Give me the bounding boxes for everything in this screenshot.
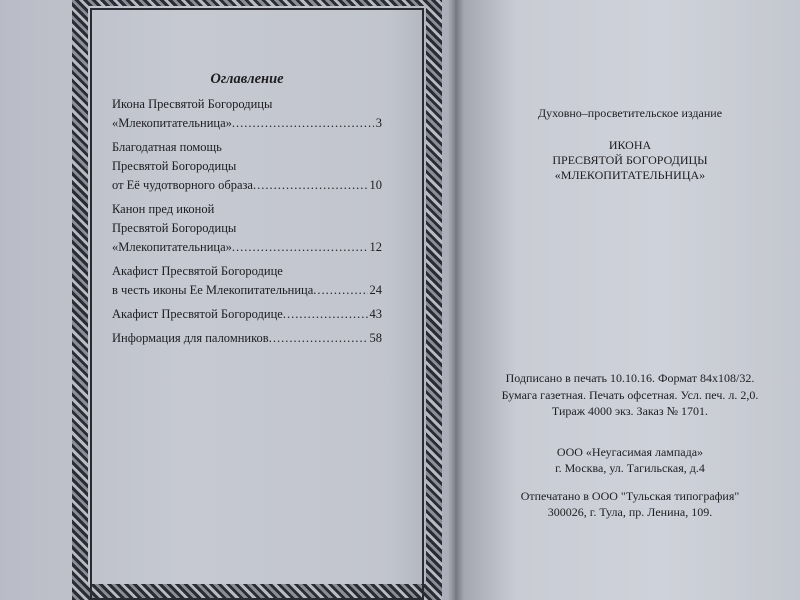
publisher-line: г. Москва, ул. Тагильская, д.4 [555, 461, 705, 475]
toc-page-number: 43 [369, 307, 382, 321]
toc-entry-last-line [112, 238, 382, 257]
table-of-contents [112, 70, 382, 353]
dot-leader [283, 305, 368, 324]
toc-entry-line: Акафист Пресвятой Богородице [112, 264, 283, 278]
dot-leader [232, 114, 374, 133]
toc-entry-text: Информация для паломников [112, 331, 269, 345]
publisher-line: ООО «Неугасимая лампада» [556, 445, 704, 459]
edition-label: Духовно–просветительское издание [537, 106, 723, 120]
toc-page-number: 58 [369, 331, 382, 345]
book-title [470, 138, 790, 183]
imprint-line: Тираж 4000 экз. Заказ № 1701. [551, 404, 709, 418]
toc-entry [112, 329, 382, 348]
printer-line: Отпечатано в ООО "Тульская типография" [520, 489, 740, 503]
toc-entry-line: Канон пред иконой [112, 202, 215, 216]
dot-leader [232, 238, 368, 257]
toc-entry-text: «Млекопитательница» [112, 240, 232, 254]
toc-page-number: 10 [369, 178, 382, 192]
dot-leader [269, 329, 368, 348]
toc-entry [112, 138, 382, 195]
imprint-line: Бумага газетная. Печать офсетная. Усл. печ. л. 2,0. [501, 387, 759, 402]
toc-entry [112, 95, 382, 133]
book-gutter [448, 0, 464, 600]
toc-page-number: 3 [375, 116, 382, 130]
toc-page-number: 12 [369, 240, 382, 254]
toc-entry-text: Акафист Пресвятой Богородице [112, 307, 283, 321]
toc-entry-line: Благодатная помощь [112, 140, 222, 154]
book-title-line: ИКОНА [608, 138, 652, 152]
toc-entry-last-line [112, 305, 382, 324]
toc-entry-text: от Её чудотворного образа [112, 178, 253, 192]
toc-entry-last-line [112, 114, 382, 133]
dot-leader [253, 176, 368, 195]
printer-line: 300026, г. Тула, пр. Ленина, 109. [547, 505, 713, 519]
toc-entry-last-line [112, 329, 382, 348]
dot-leader [313, 281, 367, 300]
toc-entry-last-line [112, 176, 382, 195]
toc-entry [112, 305, 382, 324]
publisher-info [470, 444, 790, 476]
toc-entry-line: Пресвятой Богородицы [112, 159, 237, 173]
imprint-line: Подписано в печать 10.10.16. Формат 84х108/32. [505, 371, 755, 385]
toc-entry [112, 262, 382, 300]
toc-title: Оглавление [210, 71, 284, 87]
toc-entry-text: в честь иконы Ее Млекопитательница [112, 283, 314, 297]
imprint-details [470, 370, 790, 420]
toc-entry [112, 200, 382, 257]
toc-entry-text: «Млекопитательница» [112, 116, 232, 130]
toc-page-number: 24 [369, 283, 382, 297]
printer-info [470, 488, 790, 520]
book-title-line: «МЛЕКОПИТАТЕЛЬНИЦА» [554, 168, 706, 182]
toc-entry-line: Икона Пресвятой Богородицы [112, 97, 273, 111]
book-title-line: ПРЕСВЯТОЙ БОГОРОДИЦЫ [552, 153, 708, 167]
toc-entry-last-line [112, 281, 382, 300]
toc-entry-line: Пресвятой Богородицы [112, 221, 237, 235]
